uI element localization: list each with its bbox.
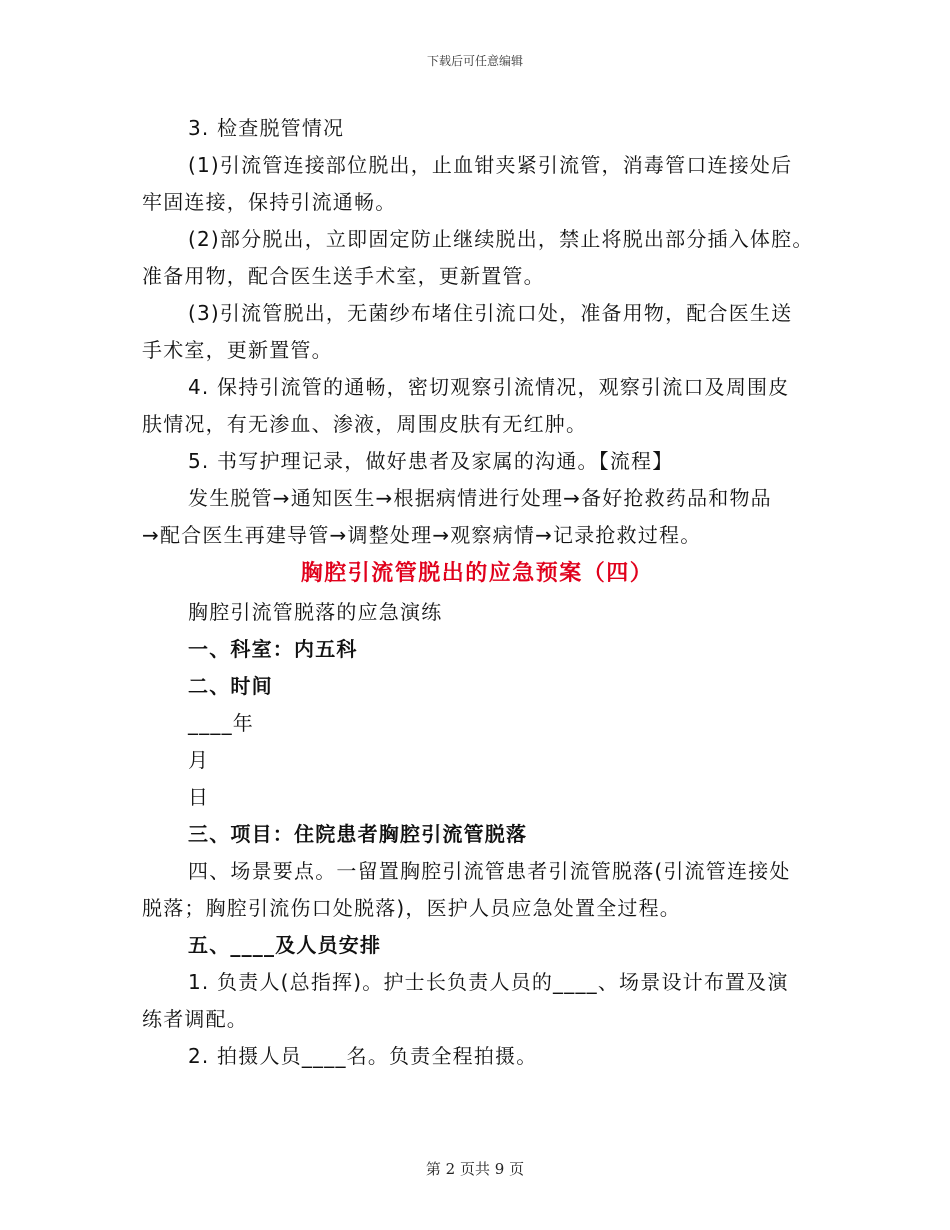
page-footer-number: 第 2 页共 9 页 — [425, 1160, 525, 1178]
text-line: 4. 保持引流管的通畅，密切观察引流情况，观察引流口及周围皮 — [188, 375, 790, 399]
text-line: 3. 检查脱管情况 — [188, 116, 345, 140]
text-line: 四、场景要点。一留置胸腔引流管患者引流管脱落(引流管连接处 — [188, 859, 791, 883]
text-line: 三、项目：住院患者胸腔引流管脱落 — [188, 822, 528, 846]
text-line: →配合医生再建导管→调整处理→观察病情→记录抢救过程。 — [142, 523, 702, 547]
text-line: (2)部分脱出，立即固定防止继续脱出，禁止将脱出部分插入体腔。 — [188, 227, 814, 251]
text-line: 5. 书写护理记录，做好患者及家属的沟通。【流程】 — [188, 449, 674, 473]
text-line: 日 — [188, 785, 210, 809]
text-line: 牢固连接，保持引流通畅。 — [142, 190, 397, 214]
text-line: 月 — [188, 748, 210, 772]
document-body — [142, 110, 822, 1075]
section-procedure — [142, 110, 822, 554]
section-title: 胸腔引流管脱出的应急预案（四） — [300, 561, 654, 586]
text-line: 肤情况，有无渗血、渗液，周围皮肤有无红肿。 — [142, 412, 588, 436]
text-line: (1)引流管连接部位脱出，止血钳夹紧引流管，消毒管口连接处后 — [188, 153, 793, 177]
text-line: ____年 — [188, 711, 254, 735]
section-drill — [142, 594, 822, 1075]
text-line: 一、科室：内五科 — [188, 637, 358, 661]
text-line: 胸腔引流管脱落的应急演练 — [188, 600, 443, 624]
page-header-note: 下载后可任意编辑 — [426, 54, 523, 68]
text-line: 1. 负责人(总指挥)。护士长负责人员的____、场景设计布置及演 — [188, 970, 789, 994]
text-line: 二、时间 — [188, 674, 273, 698]
text-line: 练者调配。 — [142, 1007, 248, 1031]
text-line: 手术室，更新置管。 — [142, 338, 333, 362]
text-line: 2. 拍摄人员____名。负责全程拍摄。 — [188, 1044, 538, 1068]
text-line: 脱落；胸腔引流伤口处脱落)，医护人员应急处置全过程。 — [142, 896, 682, 920]
text-line: 准备用物，配合医生送手术室，更新置管。 — [142, 264, 545, 288]
text-line: (3)引流管脱出，无菌纱布堵住引流口处，准备用物，配合医生送 — [188, 301, 793, 325]
text-line: 发生脱管→通知医生→根据病情进行处理→备好抢救药品和物品 — [188, 486, 772, 510]
text-line: 五、____及人员安排 — [188, 933, 382, 957]
